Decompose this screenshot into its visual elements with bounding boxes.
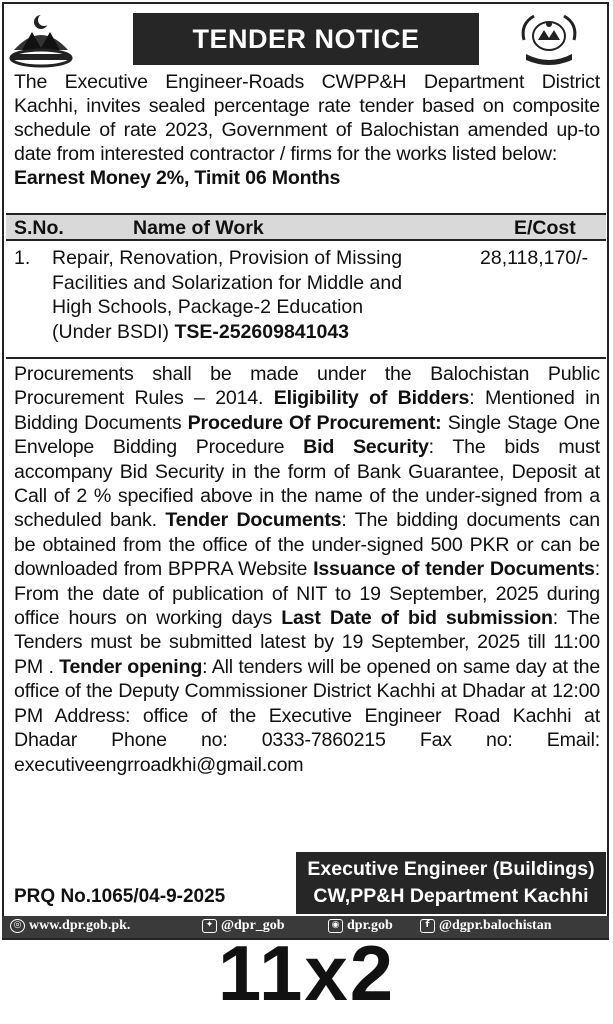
eligibility-label: Eligibility of Bidders	[273, 387, 470, 410]
government-seal-icon	[516, 10, 582, 68]
globe-icon: ◎	[10, 919, 25, 933]
last-date-text: : The Tenders must be submitted latest by 19 September, 2025 till 11:00 PM .	[14, 607, 600, 678]
instagram-icon: ◉	[328, 919, 343, 933]
header-name-of-work: Name of Work	[133, 217, 264, 239]
opening-label: Tender opening	[59, 655, 203, 678]
facebook-icon: f	[420, 919, 435, 933]
row-cost: 28,118,170/-	[480, 247, 589, 269]
twitter-icon: ✦	[202, 919, 217, 933]
balochistan-emblem-icon	[8, 10, 74, 68]
body-paragraph	[14, 362, 600, 777]
procedure-label: Procedure Of Procurement:	[187, 411, 442, 434]
table-row	[14, 246, 604, 354]
footer-website[interactable]: ◎ www.dpr.gob.pk.	[10, 918, 130, 934]
divider	[6, 357, 606, 359]
signature-block	[296, 852, 606, 914]
intro-text: The Executive Engineer-Roads CWPP&H Department District Kachhi, invites sealed percentage rate tender based on composite schedule of rate 2023, Government of Balochistan amended up-to date from interested contractor / firms for the works listed below:	[14, 71, 600, 165]
issuance-label: Issuance of tender Documents	[313, 558, 595, 581]
signature-department: CW,PP&H Department Kachhi	[313, 885, 589, 907]
header-ecost: E/Cost	[514, 217, 576, 239]
row-work	[52, 246, 412, 344]
row-tse-number: TSE-252609841043	[174, 320, 350, 343]
bid-security-text: : The bids must accompany Bid Security in the form of Bank Guarantee, Deposit at Call of 2 % specified above in the name of the under-signed from a scheduled bank.	[14, 436, 600, 532]
row-work-name: Repair, Renovation, Provision of Missing Facilities and Solarization for Middle and High Schools, Package-2 Education (Under BSDI)	[52, 247, 403, 343]
signature-title: Executive Engineer (Buildings)	[307, 858, 595, 880]
earnest-money-line: Earnest Money 2%, Timit 06 Months	[14, 167, 341, 189]
procedure-text: Single Stage One Envelope Bidding Procedure	[14, 411, 601, 459]
prq-number: PRQ No.1065/04-9-2025	[14, 886, 226, 907]
notice-title: TENDER NOTICE	[133, 13, 479, 65]
tender-docs-label: Tender Documents	[165, 509, 342, 532]
header-sno: S.No.	[14, 217, 64, 239]
bid-security-label: Bid Security	[303, 436, 429, 459]
opening-text: : All tenders will be opened on same day at the office of the Deputy Commissioner District Kachhi at Dhadar at 12:00 PM Address: office of the Executive Engineer Road Kachhi at Dhadar Phone no: 0333-7860215 Fax no: Email: executiveengrroadkhi@gmail.com	[14, 655, 601, 776]
tender-docs-text: : The bidding documents can be obtained from the office of the under-signed 500 PKR or can be downloaded from BPPRA Website	[14, 509, 601, 581]
footer-twitter[interactable]: ✦ @dpr_gob	[202, 918, 285, 934]
intro-paragraph	[14, 70, 600, 190]
row-sno: 1.	[14, 247, 31, 269]
footer-instagram[interactable]: ◉ dpr.gob	[328, 918, 393, 934]
ad-size-code: 11x2	[217, 929, 396, 1017]
last-date-label: Last Date of bid submission	[281, 607, 553, 630]
procurement-text: Procurements shall be made under the Balochistan Public Procurement Rules – 2014.	[14, 363, 600, 410]
table-header	[6, 213, 606, 241]
footer-facebook[interactable]: f @dgpr.balochistan	[420, 918, 552, 934]
issuance-text: : From the date of publication of NIT to 19 September, 2025 during office hours on working days	[14, 558, 601, 630]
eligibility-text: : Mentioned in Bidding Documents	[14, 387, 600, 434]
